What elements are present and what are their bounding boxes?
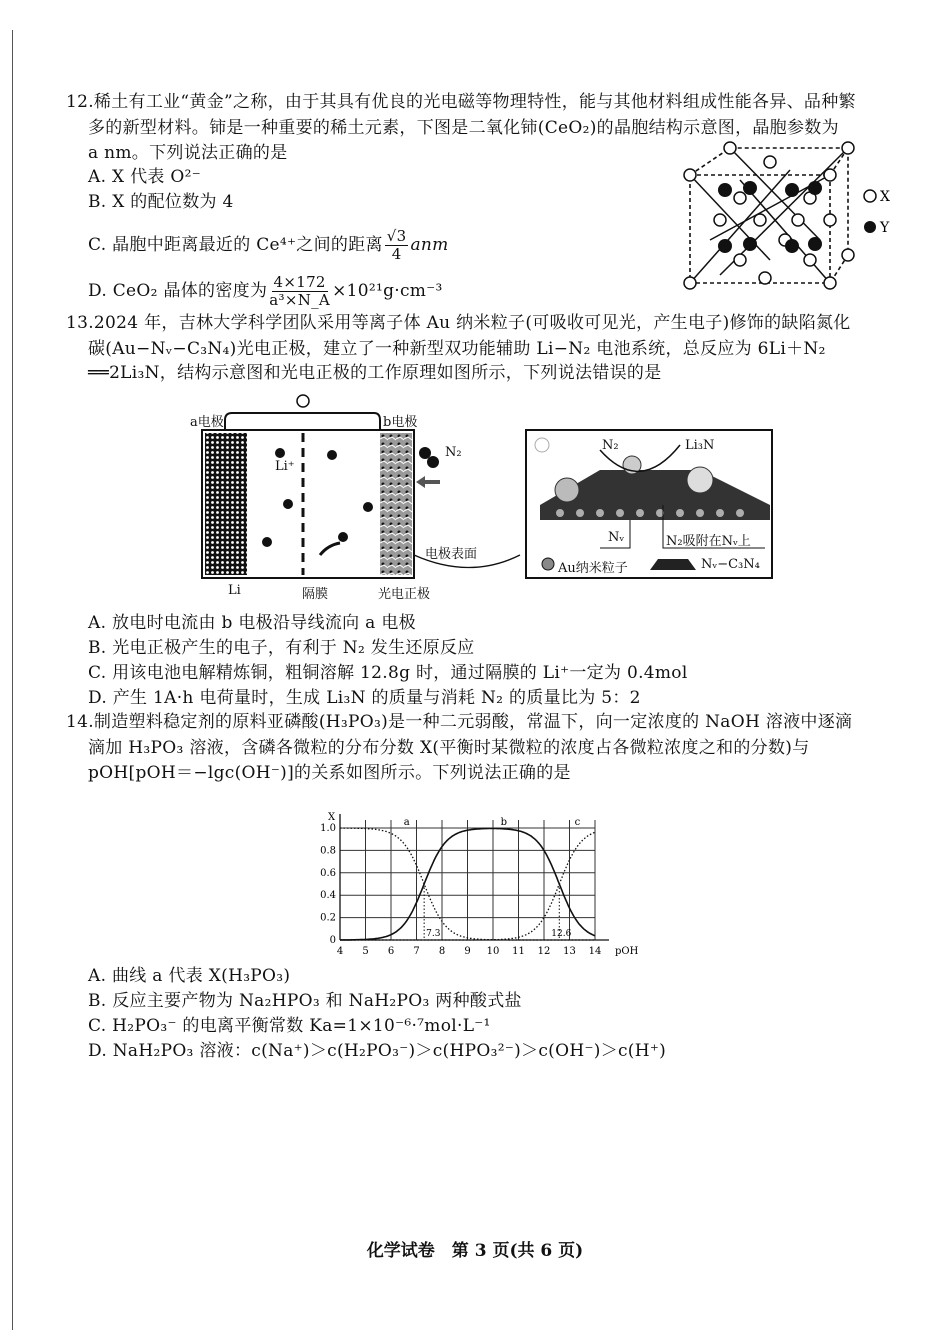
q14-option-d: D. NaH₂PO₃ 溶液：c(Na⁺)＞c(H₂PO₃⁻)＞c(HPO₃²⁻)＞c(OH⁻)＞c(H⁺) xyxy=(88,1041,667,1061)
n2-adsorb-label: N₂吸附在Nᵥ上 xyxy=(666,534,751,549)
y-tick-label: 0.6 xyxy=(320,867,336,879)
fraction xyxy=(269,274,330,309)
battery-drawing xyxy=(180,385,780,605)
q13-stem-line3: ══2Li₃N，结构示意图和光电正极的工作原理如图所示，下列说法错误的是 xyxy=(88,363,662,383)
numerator: 4×172 xyxy=(273,273,326,291)
li-ion-label: Li⁺ xyxy=(275,459,295,474)
q12-stem-line3: a nm。下列说法正确的是 xyxy=(88,143,288,163)
nv-c3n4-label: Nᵥ−C₃N₄ xyxy=(701,557,760,572)
li-label: Li xyxy=(228,583,241,598)
li3n-label: Li₃N xyxy=(685,438,715,453)
q14-stem-line1: 14.制造塑料稳定剂的原料亚磷酸(H₃PO₃)是一种二元弱酸，常温下，向一定浓度的 NaOH 溶液中逐滴 xyxy=(66,712,853,732)
q14-option-b: B. 反应主要产物为 Na₂HPO₃ 和 NaH₂PO₃ 两种酸式盐 xyxy=(88,991,522,1011)
x-tick-label: 12 xyxy=(537,946,551,957)
series-c-label: c xyxy=(574,817,581,828)
nv-c3n4-icon xyxy=(650,559,696,570)
battery-diagram xyxy=(180,385,780,605)
y-legend-icon xyxy=(864,221,876,233)
q12-option-c xyxy=(88,228,449,263)
cathode-label: 光电正极 xyxy=(378,587,431,602)
q14-stem-line2: 滴加 H₃PO₃ 溶液，含磷各微粒的分布分数 X(平衡时某微粒的浓度占各微粒浓度之和的分数)与 xyxy=(88,738,810,758)
legend-x-label: X xyxy=(880,189,890,205)
x-tick-label: 7 xyxy=(413,946,420,957)
light-bulb-icon xyxy=(297,395,309,407)
denominator: 4 xyxy=(391,245,402,263)
q12-stem-line1: 12.稀土有工业“黄金”之称，由于其具有优良的光电磁等物理特性，能与其他材料组成性能各异、品种繁 xyxy=(66,92,856,112)
arrow-left-icon xyxy=(416,476,440,488)
q14-stem-line3: pOH[pOH＝−lgc(OH⁻)]的关系如图所示。下列说法正确的是 xyxy=(88,763,571,783)
membrane-label: 隔膜 xyxy=(302,587,329,602)
legend-y-label: Y xyxy=(880,220,890,236)
q12-option-d xyxy=(88,274,443,309)
q14-option-a: A. 曲线 a 代表 X(H₃PO₃) xyxy=(88,966,291,986)
crossing-label: 12.6 xyxy=(551,929,572,939)
n2-right-label: N₂ xyxy=(602,438,619,453)
fraction xyxy=(385,228,409,263)
x-tick-label: 8 xyxy=(438,946,446,957)
x-tick-label: 5 xyxy=(362,946,369,957)
q13-option-d: D. 产生 1A·h 电荷量时，生成 Li₃N 的质量与消耗 N₂ 的质量比为 5：2 xyxy=(88,688,641,708)
x-tick-label: 4 xyxy=(336,946,344,957)
series-a-label: a xyxy=(403,817,410,828)
margin-line xyxy=(12,30,13,1330)
n2-label: N₂ xyxy=(445,445,462,460)
denominator: a³×N_A xyxy=(269,291,331,309)
q12-option-c-text: C. 晶胞中距离最近的 Ce⁴⁺之间的距离 xyxy=(88,235,383,255)
b-electrode-label: b电极 xyxy=(383,415,418,430)
crossing-label: 7.3 xyxy=(426,929,441,939)
electrode-surface-label: 电极表面 xyxy=(425,547,478,562)
x-tick-label: 10 xyxy=(486,946,500,957)
q12-option-a: A. X 代表 O²⁻ xyxy=(88,167,202,187)
x-tick-label: 6 xyxy=(387,946,395,957)
nv-label: Nᵥ xyxy=(608,530,625,545)
q13-option-c: C. 用该电池电解精炼铜，粗铜溶解 12.8g 时，通过隔膜的 Li⁺一定为 0.4mol xyxy=(88,663,688,683)
au-nanoparticle-label: Au纳米粒子 xyxy=(558,561,628,576)
y-tick-label: 0.2 xyxy=(320,912,336,924)
y-tick-label: 0 xyxy=(329,935,336,946)
numerator: √3 xyxy=(386,227,407,245)
series-b-label: b xyxy=(500,817,508,828)
q13-option-a: A. 放电时电流由 b 电极沿导线流向 a 电极 xyxy=(88,613,416,633)
unit: anm xyxy=(410,235,449,255)
a-electrode-label: a电极 xyxy=(190,415,224,430)
ceo2-unit-cell-diagram xyxy=(680,140,910,290)
x-tick-label: 13 xyxy=(563,946,576,957)
q14-option-c: C. H₂PO₃⁻ 的电离平衡常数 Ka=1×10⁻⁶·⁷mol·L⁻¹ xyxy=(88,1016,491,1036)
x-axis-label: pOH xyxy=(615,946,639,957)
y-axis-label: X xyxy=(328,812,336,823)
q12-stem-line2: 多的新型材料。铈是一种重要的稀土元素，下图是二氧化铈(CeO₂)的晶胞结构示意图，晶胞参数为 xyxy=(88,118,839,138)
au-nanoparticle-icon xyxy=(542,558,554,570)
q13-stem-line1: 13.2024 年，吉林大学科学团队采用等离子体 Au 纳米粒子(可吸收可见光，产生电子)修饰的缺陷氮化 xyxy=(66,313,851,333)
x-tick-label: 9 xyxy=(464,946,471,957)
q13-stem-line2: 碳(Au−Nᵥ−C₃N₄)光电正极，建立了一种新型双功能辅助 Li−N₂ 电池系统，总反应为 6Li＋N₂ xyxy=(88,339,826,359)
y-tick-label: 1.0 xyxy=(320,823,336,834)
x-tick-label: 14 xyxy=(588,946,602,957)
y-tick-label: 0.8 xyxy=(320,845,336,857)
q13-option-b: B. 光电正极产生的电子，有利于 N₂ 发生还原反应 xyxy=(88,638,475,658)
distribution-fraction-chart xyxy=(310,808,650,958)
unit: ×10²¹g·cm⁻³ xyxy=(332,281,443,301)
q12-option-d-text: D. CeO₂ 晶体的密度为 xyxy=(88,281,268,301)
q12-option-b: B. X 的配位数为 4 xyxy=(88,192,234,212)
page-footer: 化学试卷 第 3 页(共 6 页) xyxy=(366,1241,584,1261)
x-legend-icon xyxy=(864,190,876,202)
y-tick-label: 0.4 xyxy=(320,890,336,902)
x-tick-label: 11 xyxy=(512,946,525,957)
